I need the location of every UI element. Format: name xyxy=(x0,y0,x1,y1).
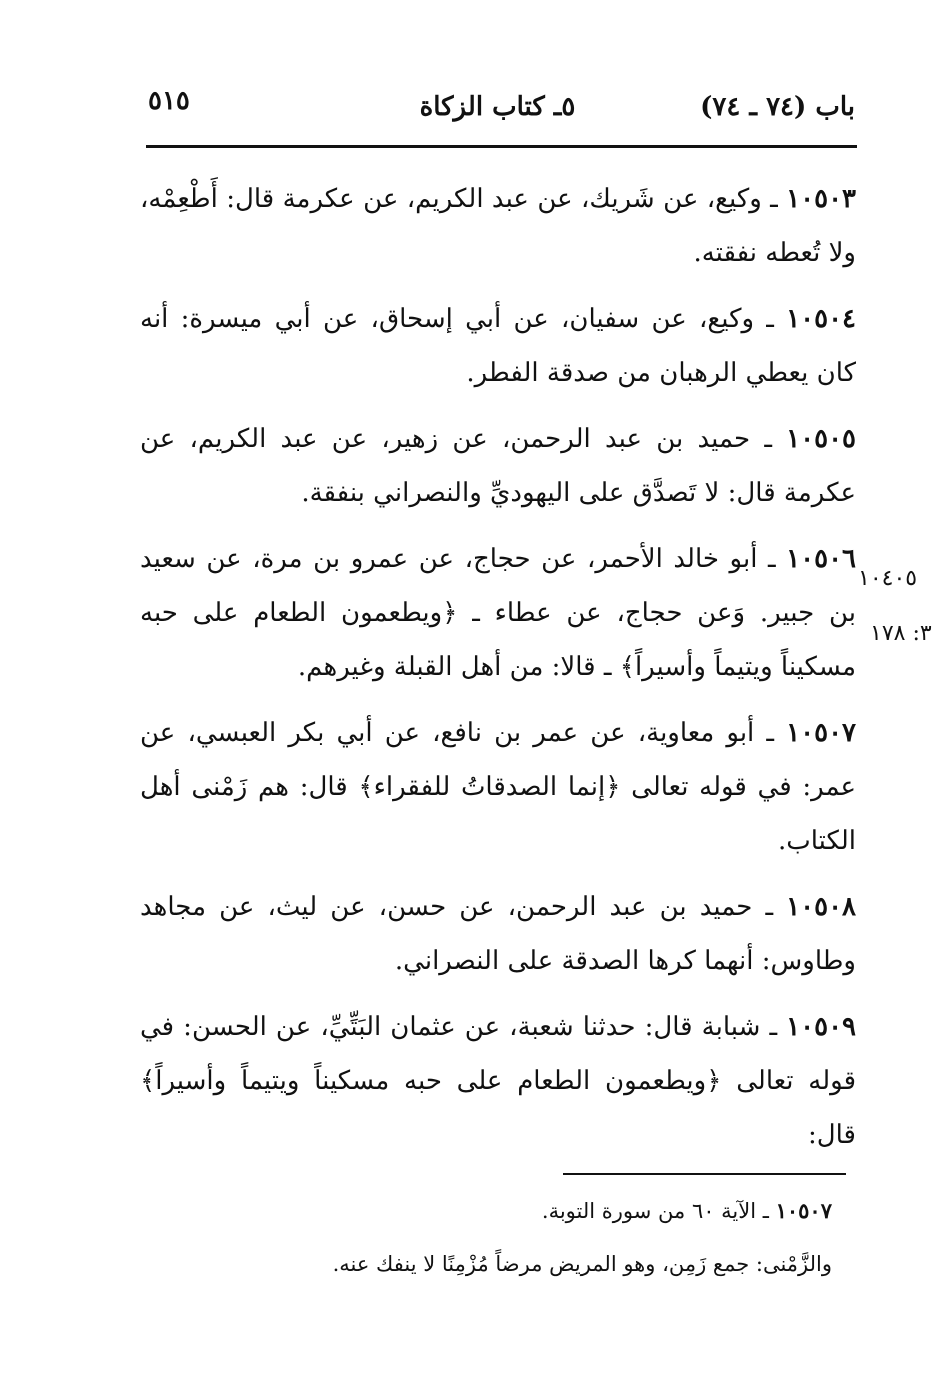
hadith-text: ـ أبو خالد الأحمر، عن حجاج، عن عمرو بن مرة، عن سعيد بن جبير. وَعن حجاج، عن عطاء ـ ﴿ويطعمون الطعام على حبه مسكيناً ويتيماً وأسيراً﴾ ـ قالا: من أهل القبلة وغيرهم. xyxy=(140,544,856,682)
footnotes xyxy=(200,1196,832,1279)
hadith-number: ١٠٥٠٨ xyxy=(786,892,856,922)
hadith-text: ـ وكيع، عن سفيان، عن أبي إسحاق، عن أبي ميسرة: أنه كان يعطي الرهبان من صدقة الفطر. xyxy=(140,304,856,388)
hadith-paragraph xyxy=(140,292,856,400)
header-divider xyxy=(146,145,857,148)
hadith-paragraph xyxy=(140,1000,856,1162)
hadith-text: ـ حميد بن عبد الرحمن، عن حسن، عن ليث، عن مجاهد وطاوس: أنهما كرها الصدقة على النصراني. xyxy=(140,892,856,976)
hadith-text: ـ وكيع، عن شَريك، عن عبد الكريم، عن عكرمة قال: أَطْعِمْه، ولا تُعطه نفقته. xyxy=(140,184,856,268)
footnote-divider xyxy=(563,1173,846,1175)
chapter-reference: باب (٧٤ ـ ٧٤) xyxy=(700,92,855,122)
page-number: ٥١٥ xyxy=(148,86,190,116)
book-title: ٥ـ كتاب الزكاة xyxy=(419,92,576,122)
footnote-number: ١٠٥٠٧ xyxy=(775,1198,832,1223)
hadith-text: ـ أبو معاوية، عن عمر بن نافع، عن أبي بكر العبسي، عن عمر: في قوله تعالى ﴿إنما الصدقاتُ للفقراء﴾ قال: هم زَمْنى أهل الكتاب. xyxy=(140,718,856,856)
hadith-number: ١٠٥٠٥ xyxy=(786,424,856,454)
footnote-text: ـ الآية ٦٠ من سورة التوبة. xyxy=(541,1199,776,1223)
hadith-number: ١٠٥٠٤ xyxy=(786,304,856,334)
hadith-number: ١٠٥٠٩ xyxy=(786,1012,856,1042)
hadith-paragraph xyxy=(140,706,856,868)
hadith-paragraph xyxy=(140,880,856,988)
footnote-text: والزَّمْنى: جمع زَمِن، وهو المريض مرضاً مُزْمِنًا لا ينفك عنه. xyxy=(332,1252,832,1276)
page-header xyxy=(140,86,855,140)
hadith-number: ١٠٥٠٧ xyxy=(786,718,856,748)
main-text xyxy=(140,172,856,1162)
hadith-number: ١٠٥٠٦ xyxy=(786,544,856,574)
margin-reference: ١٠٤٠٥ xyxy=(858,566,918,591)
footnote xyxy=(200,1196,832,1226)
hadith-text: ـ شبابة قال: حدثنا شعبة، عن عثمان البَتِّيِّ، عن الحسن: في قوله تعالى ﴿ويطعمون الطعام على حبه مسكيناً ويتيماً وأسيراً﴾ قال: xyxy=(140,1012,856,1150)
hadith-paragraph xyxy=(140,412,856,520)
footnote xyxy=(200,1249,832,1279)
hadith-text: ـ حميد بن عبد الرحمن، عن زهير، عن عبد الكريم، عن عكرمة قال: لا تَصدَّق على اليهوديِّ والنصراني بنفقة. xyxy=(140,424,856,508)
hadith-paragraph xyxy=(140,532,856,694)
hadith-paragraph xyxy=(140,172,856,280)
hadith-number: ١٠٥٠٣ xyxy=(786,184,856,214)
margin-reference: ٣: ١٧٨ xyxy=(870,621,932,646)
